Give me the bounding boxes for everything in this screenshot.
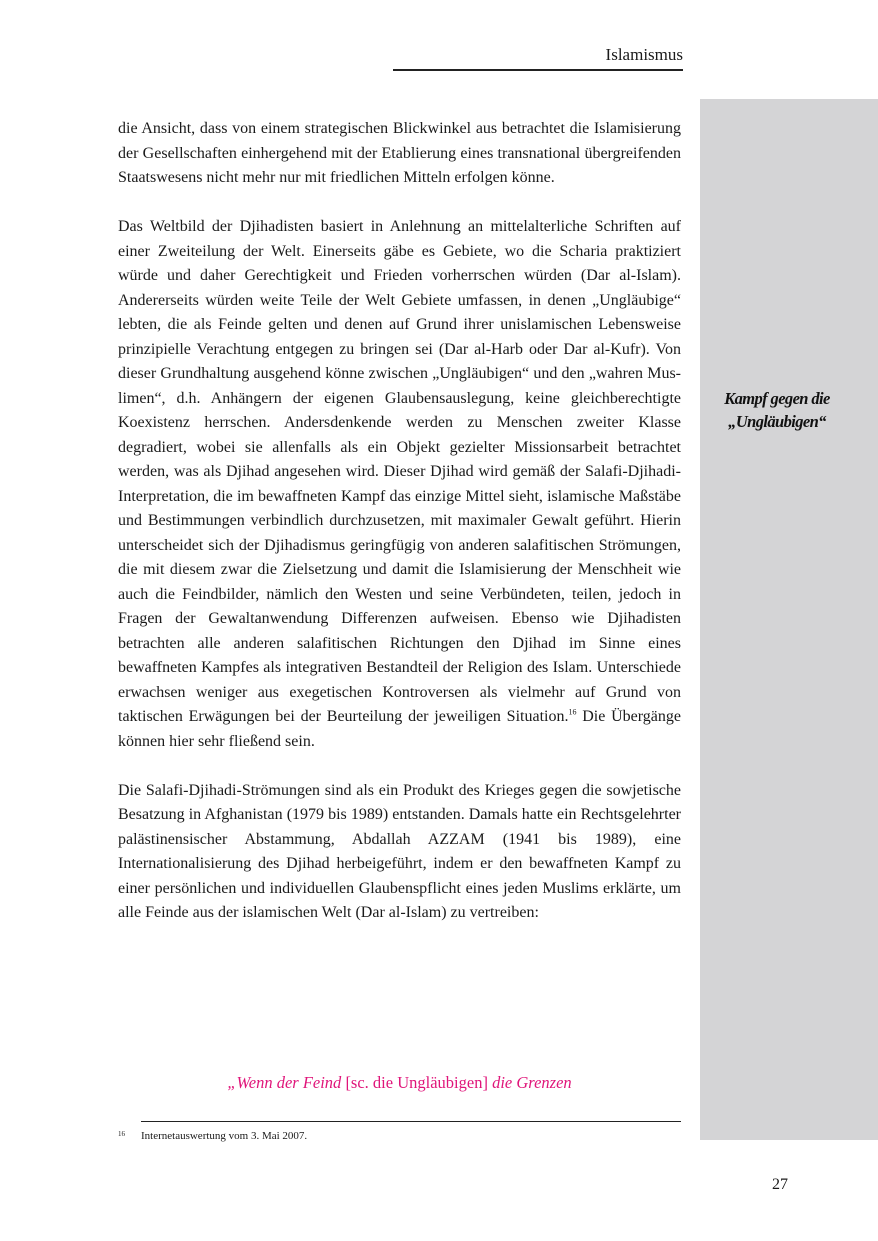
quote-part-2: [sc. die Ungläubigen] xyxy=(345,1073,488,1092)
margin-note-line-1: Kampf gegen die xyxy=(724,389,830,408)
quote-part-1: „Wenn der Feind xyxy=(227,1073,346,1092)
paragraph-3: Die Salafi-Djihadi-Strömungen sind als ein Produkt des Krieges gegen die sowjetische Besatzung in Afghanistan (1979 bis 1989) entstanden. Damals hatte ein Rechtsgelehrter palästinensischer Abstammung, Abdallah AZZAM (1941 bis 1989), eine Internationalisierung des Djihad herbeigeführt, indem er den bewaffneten Kampf zu einer persönlichen und individuellen Glaubenspflicht eines jeden Muslims erklärte, um alle Feinde aus der islamischen Welt (Dar al-Islam) zu vertreiben: xyxy=(118,781,681,921)
header-rule xyxy=(393,69,683,71)
body-text xyxy=(118,117,681,950)
paragraph-2 xyxy=(118,215,681,754)
paragraph-2-text: Das Weltbild der Djihadisten basiert in Anlehnung an mittelalterliche Schriften auf einer Zweiteilung der Welt. Einerseits gäbe es Gebiete, wo die Scharia praktiziert würde und daher Gerechtigkeit und Frieden vorherrschen würden (Dar al-Islam). Andererseits würden weite Teile der Welt Gebiete umfassen, in denen „Ungläubige“ lebten, die als Feinde gelten und denen auf Grund ihrer unislamischen Lebensweise prinzipielle Verachtung entgegen zu bringen sei (Dar al-Harb oder Dar al-Kufr). Von dieser Grundhaltung ausgehend könne zwischen „Ungläubigen“ und den „wahren Muslimen“, d.h. Anhängern der eigenen Glaubensauslegung, keine gleichberechtigte Koexistenz herrschen. Andersdenkende werden zu Menschen zweiter Klasse degradiert, wobei sie allenfalls als ein Objekt gezielter Missionsarbeit betrachtet werden, was als Djihad angesehen wird. Dieser Djihad wird gemäß der Salafi-Djihadi-Interpretation, die im bewaffneten Kampf das einzige Mittel sieht, islamische Maßstäbe und Bestimmungen verbindlich durchzusetzen, mit maximaler Gewalt geführt. Hierin unterscheidet sich der Djihadismus geringfügig von anderen salafitischen Strömungen, die mit diesem zwar die Zielsetzung und damit die Islamisierung der Menschheit wie auch die Feindbilder, nämlich den Westen und seine Verbündeten, teilen, jedoch in Fragen der Gewaltanwendung Differenzen aufweisen. Ebenso wie Djihadisten betrachten alle anderen salafitischen Richtungen den Djihad im Sinne eines bewaffneten Kampfes als integrativen Bestandteil der Religion des Islam. Unterschiede erwachsen weniger aus exegetischen Kontroversen als vielmehr auf Grund von taktischen Erwägungen bei der Beurteilung der jeweiligen Situation. xyxy=(118,218,681,725)
footnote-rule xyxy=(141,1121,681,1122)
block-quote xyxy=(118,1071,681,1095)
margin-note-line-2: „Ungläubigen“ xyxy=(728,412,826,431)
footnote-text: Internetauswertung vom 3. Mai 2007. xyxy=(141,1130,308,1142)
footnote-reference[interactable]: 16 xyxy=(568,707,577,717)
footnote-number: 16 xyxy=(118,1130,125,1138)
page-number: 27 xyxy=(772,1176,788,1193)
margin-sidebar xyxy=(700,99,878,1140)
running-header: Islamismus xyxy=(605,45,683,64)
margin-note xyxy=(702,387,852,433)
paragraph-1: die Ansicht, dass von einem strategischen Blickwinkel aus betrachtet die Islamisierung der Gesellschaften einhergehend mit der Etablierung eines transnational übergreifenden Staatswesens nicht mehr nur mit friedlichen Mitteln erfolgen könne. xyxy=(118,120,681,186)
quote-part-3: die Grenzen xyxy=(487,1073,572,1092)
paragraph-2-end: Die Übergänge können hier sehr fließend sein. xyxy=(118,708,682,750)
